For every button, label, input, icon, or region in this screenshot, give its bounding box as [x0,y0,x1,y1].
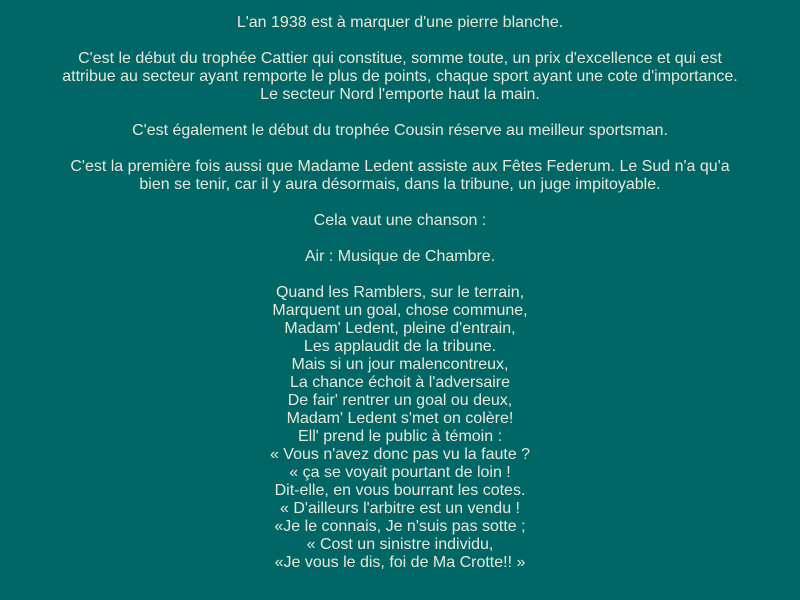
poem-line: Quand les Ramblers, sur le terrain, [275,284,525,301]
poem-line: « Vous n'avez donc pas vu la faute ? [269,446,531,463]
poem-line: Mais si un jour malencontreux, [291,356,509,373]
ledent-line-2: bien se tenir, car il y aura désormais, dans la tribune, un juge impitoyable. [139,176,661,193]
poem-line: Madam' Ledent, pleine d'entrain, [284,320,516,337]
poem-line: Dit-elle, en vous bourrant les cotes. [274,482,526,499]
song-air-line: Air : Musique de Chambre. [304,248,496,265]
song-intro-paragraph [0,212,800,230]
song-air-paragraph [0,248,800,266]
cattier-line-2: attribue au secteur ayant remporte le plus de points, chaque sport ayant une cote d'importance. [62,68,738,85]
cousin-trophy-paragraph [0,122,800,140]
poem-line: Madam' Ledent s'met on colère! [286,410,514,427]
cattier-line-3: Le secteur Nord l'emporte haut la main. [260,86,540,103]
ledent-paragraph [0,158,800,194]
cattier-line-1: C'est le début du trophée Cattier qui constitue, somme toute, un prix d'excellence et qui est [78,50,722,67]
song-lyrics [0,284,800,572]
poem-line: Ell' prend le public à témoin : [297,428,503,445]
intro-paragraph [0,14,800,32]
poem-line: « D'ailleurs l'arbitre est un vendu ! [279,500,520,517]
cattier-trophy-paragraph [0,50,800,104]
song-intro-line: Cela vaut une chanson : [313,212,487,229]
poem-line: De fair' rentrer un goal ou deux, [287,392,513,409]
ledent-line-1: C'est la première fois aussi que Madame Ledent assiste aux Fêtes Federum. Le Sud n'a qu'a [70,158,730,175]
intro-line: L'an 1938 est à marquer d'une pierre blanche. [236,14,564,31]
poem-line: « Cost un sinistre individu, [306,536,494,553]
cousin-line: C'est également le début du trophée Cousin réserve au meilleur sportsman. [132,122,668,139]
poem-line: «Je vous le dis, foi de Ma Crotte!! » [274,554,526,571]
poem-line: « ça se voyait pourtant de loin ! [289,464,511,481]
poem-line: Les applaudit de la tribune. [303,338,497,355]
poem-line: La chance échoit à l'adversaire [289,374,511,391]
poem-line: Marquent un goal, chose commune, [272,302,528,319]
poem-line: «Je le connais, Je n'suis pas sotte ; [274,518,526,535]
